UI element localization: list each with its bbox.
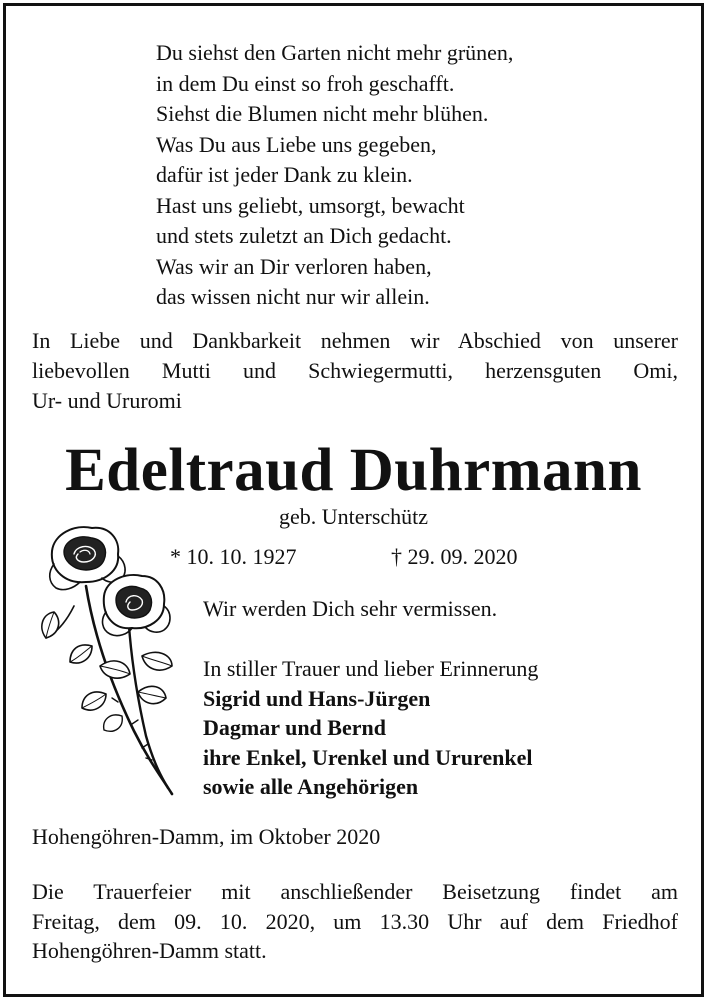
poem-line: Hast uns geliebt, umsorgt, bewacht bbox=[156, 192, 465, 218]
funeral-line: Die Trauerfeier mit anschließender Beisetzung findet am bbox=[32, 879, 678, 904]
funeral-line: Freitag, dem 09. 10. 2020, um 13.30 Uhr auf dem Friedhof bbox=[32, 908, 678, 934]
deceased-name: Edeltraud Duhrmann bbox=[65, 437, 642, 504]
poem bbox=[156, 38, 513, 313]
poem-line: in dem Du einst so froh geschafft. bbox=[156, 70, 455, 96]
mourner-name: ihre Enkel, Urenkel und Ururenkel bbox=[203, 744, 533, 770]
maiden-name: geb. Unterschütz bbox=[278, 504, 429, 529]
intro-line: liebevollen Mutti und Schwiegermutti, herzensguten Omi, bbox=[32, 358, 678, 383]
farewell-line: Wir werden Dich sehr vermissen. bbox=[203, 596, 498, 621]
poem-line: Siehst die Blumen nicht mehr blühen. bbox=[156, 101, 489, 126]
obituary-frame bbox=[3, 3, 704, 997]
poem-line: das wissen nicht nur wir allein. bbox=[156, 284, 430, 309]
mourner-name: Sigrid und Hans-Jürgen bbox=[203, 685, 431, 711]
mourners-intro: In stiller Trauer und lieber Erinnerung bbox=[203, 656, 539, 681]
place-date: Hohengöhren-Damm, im Oktober 2020 bbox=[32, 824, 381, 849]
funeral-notice bbox=[32, 877, 678, 966]
poem-line: Du siehst den Garten nicht mehr grünen, bbox=[156, 40, 514, 65]
intro-paragraph bbox=[32, 326, 678, 416]
intro-line: In Liebe und Dankbarkeit nehmen wir Abschied von unserer bbox=[32, 328, 678, 353]
mourner-name: sowie alle Angehörigen bbox=[203, 774, 419, 799]
funeral-line: Hohengöhren-Damm statt. bbox=[32, 938, 267, 963]
poem-line: Was Du aus Liebe uns gegeben, bbox=[156, 131, 437, 157]
mourner-name: Dagmar und Bernd bbox=[203, 715, 386, 740]
intro-line: Ur- und Ururomi bbox=[32, 388, 182, 413]
poem-line: dafür ist jeder Dank zu klein. bbox=[156, 162, 413, 187]
mourners-block bbox=[203, 654, 538, 802]
death-date: † 29. 09. 2020 bbox=[391, 544, 518, 569]
poem-line: Was wir an Dir verloren haben, bbox=[156, 253, 432, 279]
birth-date: * 10. 10. 1927 bbox=[170, 544, 297, 569]
rose-illustration-icon bbox=[34, 516, 184, 806]
poem-line: und stets zuletzt an Dich gedacht. bbox=[156, 223, 452, 248]
